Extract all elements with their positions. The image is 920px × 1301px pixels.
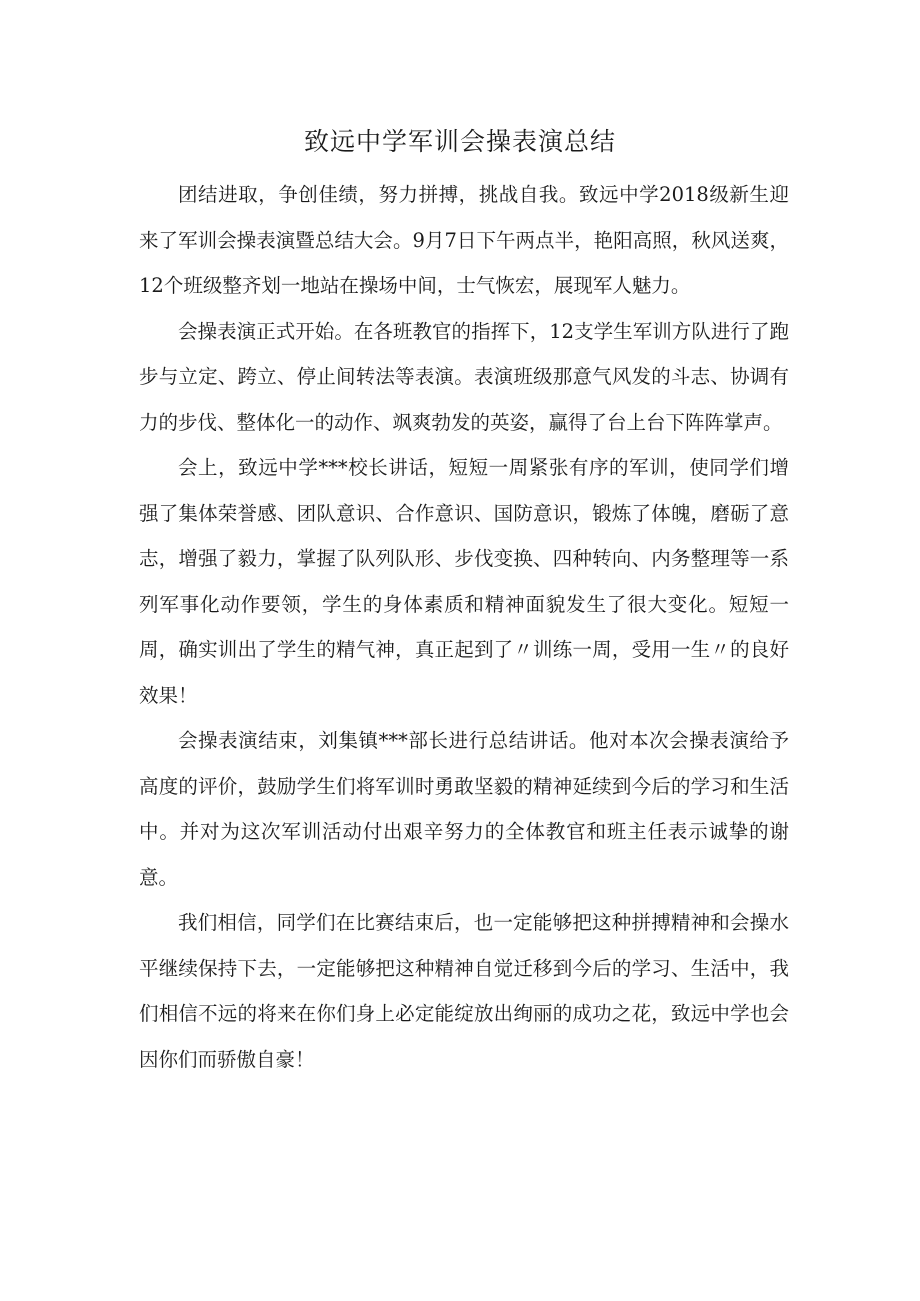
paragraph-closing: 我们相信，同学们在比赛结束后，也一定能够把这种拼搏精神和会操水平继续保持下去，一定能够把这种精神自觉迁移到今后的学习、生活中，我们相信不远的将来在你们身上必定能绽放出绚丽的成功之花，致远中学也会因你们而骄傲自豪！ <box>139 911 789 1071</box>
paragraph-performance: 会操表演正式开始。在各班教官的指挥下，12支学生军训方队进行了跑步与立定、跨立、停止间转法等表演。表演班级那意气风发的斗志、协调有力的步伐、整体化一的动作、飒爽勃发的英姿，赢得了台上台下阵阵掌声。 <box>139 319 789 434</box>
document-body <box>139 172 789 1082</box>
paragraph-opening: 团结进取，争创佳绩，努力拼搏，挑战自我。致远中学2018级新生迎来了军训会操表演暨总结大会。9月7日下午两点半，艳阳高照，秋风送爽，12个班级整齐划一地站在操场中间，士气恢宏，展现军人魅力。 <box>139 183 789 297</box>
paragraph-principal-speech: 会上，致远中学***校长讲话，短短一周紧张有序的军训，使同学们增强了集体荣誉感、团队意识、合作意识、国防意识，锻炼了体魄，磨砺了意志，增强了毅力，掌握了队列队形、步伐变换、四种转向、内务整理等一系列军事化动作要领，学生的身体素质和精神面貌发生了很大变化。短短一周，确实训出了学生的精气神，真正起到了〃训练一周，受用一生〃的良好效果！ <box>139 456 789 707</box>
document-title: 致远中学军训会操表演总结 <box>303 127 616 156</box>
paragraph-minister-speech: 会操表演结束，刘集镇***部长进行总结讲话。他对本次会操表演给予高度的评价，鼓励学生们将军训时勇敢坚毅的精神延续到今后的学习和生活中。并对为这次军训活动付出艰辛努力的全体教官和班主任表示诚挚的谢意。 <box>139 729 789 889</box>
